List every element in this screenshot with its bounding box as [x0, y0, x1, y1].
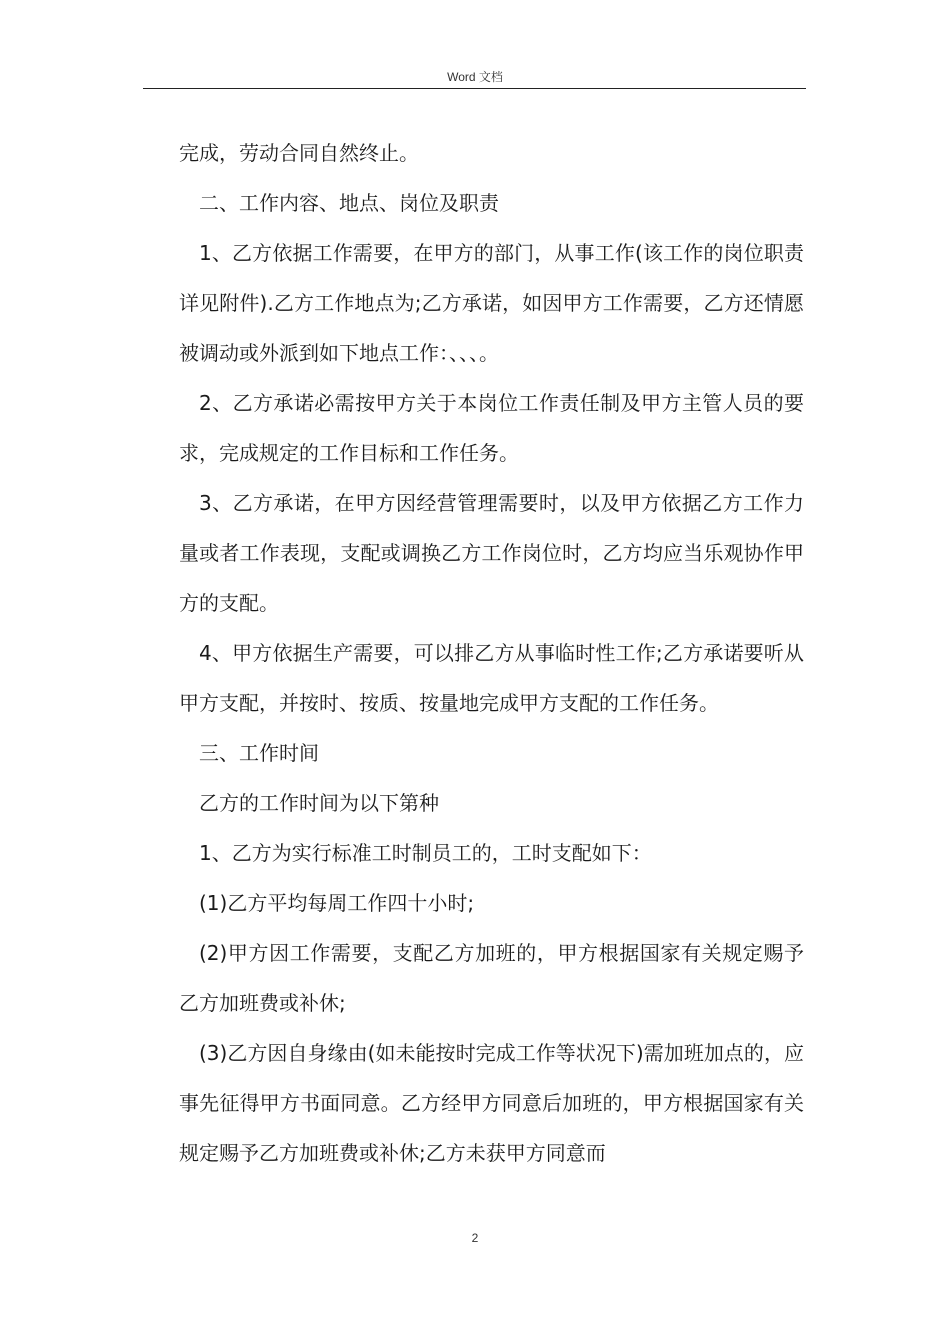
paragraph: (3)乙方因自身缘由(如未能按时完成工作等状况下)需加班加点的，应事先征得甲方书面同意。乙方经甲方同意后加班的，甲方根据国家有关规定赐予乙方加班费或补休;乙方未获甲方同意而 [179, 1041, 804, 1165]
paragraph: (2)甲方因工作需要，支配乙方加班的，甲方根据国家有关规定赐予乙方加班费或补休; [179, 941, 804, 1015]
section-heading: 二、工作内容、地点、岗位及职责 [199, 191, 499, 215]
paragraph: 完成，劳动合同自然终止。 [179, 141, 419, 165]
paragraph: 1、乙方为实行标准工时制员工的，工时支配如下： [199, 841, 652, 865]
paragraph: (1)乙方平均每周工作四十小时; [199, 891, 475, 915]
paragraph: 2、乙方承诺必需按甲方关于本岗位工作责任制及甲方主管人员的要求，完成规定的工作目标和工作任务。 [179, 391, 804, 465]
paragraph: 乙方的工作时间为以下第种 [199, 791, 439, 815]
document-body [179, 128, 804, 1178]
page-number: 2 [471, 1231, 479, 1245]
paragraph: 4、甲方依据生产需要，可以排乙方从事临时性工作;乙方承诺要听从甲方支配，并按时、按质、按量地完成甲方支配的工作任务。 [179, 641, 804, 715]
page-header-title: Word 文档 [447, 70, 503, 84]
paragraph: 3、乙方承诺，在甲方因经营管理需要时，以及甲方依据乙方工作力量或者工作表现，支配或调换乙方工作岗位时，乙方均应当乐观协作甲方的支配。 [179, 491, 804, 615]
header-divider [143, 88, 806, 89]
paragraph: 1、乙方依据工作需要，在甲方的部门，从事工作(该工作的岗位职责详见附件).乙方工作地点为;乙方承诺，如因甲方工作需要，乙方还情愿被调动或外派到如下地点工作：、、、。 [179, 241, 804, 365]
section-heading: 三、工作时间 [199, 741, 319, 765]
